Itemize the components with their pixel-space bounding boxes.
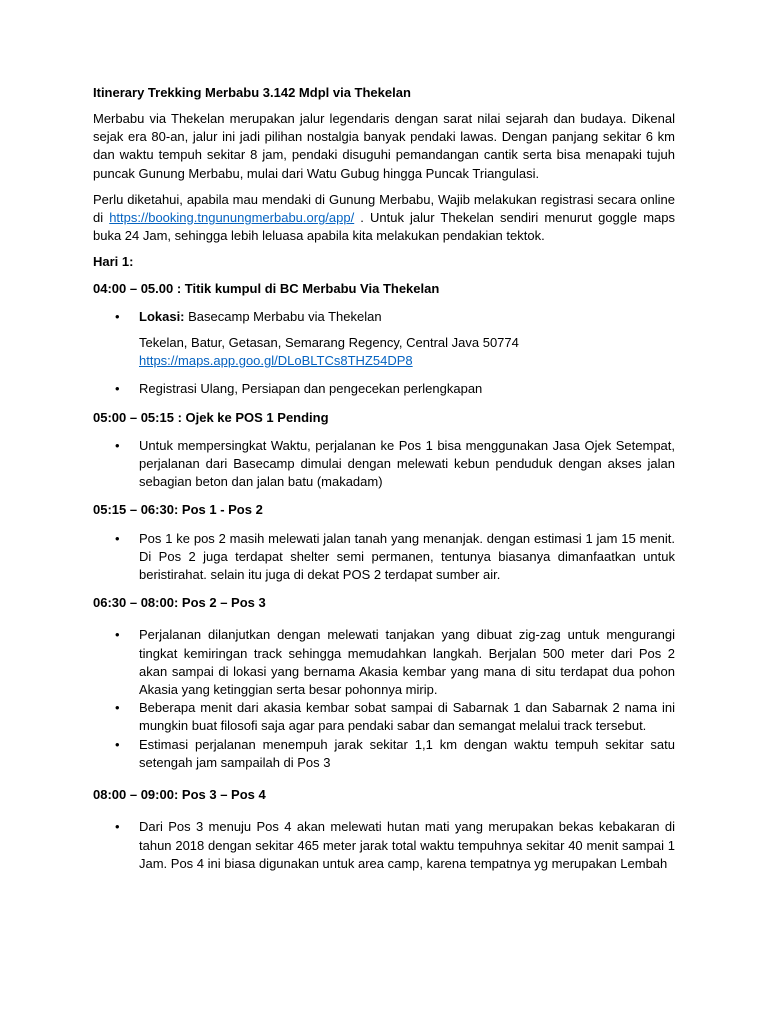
section-1-header: 04:00 – 05.00 : Titik kumpul di BC Merbabu Via Thekelan — [93, 280, 440, 296]
section-4-header: 06:30 – 08:00: Pos 2 – Pos 3 — [93, 595, 266, 611]
list-item: • Pos 1 ke pos 2 masih melewati jalan tanah yang menanjak. dengan estimasi 1 jam 15 menit. Di Pos 2 juga terdapat shelter semi permanen, tentunya biasanya dimanfaatkan untuk beristirahat. selain itu juga di dekat POS 2 terdapat sumber air. — [93, 530, 675, 585]
list-item: • Estimasi perjalanan menempuh jarak sekitar 1,1 km dengan waktu tempuh sekitar satu setengah jam sampailah di Pos 3 — [93, 736, 675, 772]
document-title: Itinerary Trekking Merbabu 3.142 Mdpl via Thekelan — [93, 85, 411, 100]
section-1-list-2 — [93, 380, 675, 398]
intro-paragraph-2 — [93, 191, 675, 246]
section-3-header: 05:15 – 06:30: Pos 1 - Pos 2 — [93, 502, 263, 518]
lokasi-label: Lokasi: — [139, 308, 185, 324]
section-5-list — [93, 818, 675, 873]
intro-paragraph-1: Merbabu via Thekelan merupakan jalur legendaris dengan sarat nilai sejarah dan budaya. Dikenal sejak era 80-an, jalur ini jadi pilihan nostalgia banyak pendaki lawas. Dengan panjang sekitar 6 km dan waktu tempuh sekitar 8 jam, pendaki disuguhi pemandangan cantik serta bisa menapaki tujuh puncak Gunung Merbabu, mulai dari Watu Gubug hingga Puncak Triangulasi. — [93, 111, 675, 181]
list-item — [93, 308, 675, 326]
section-2-header: 05:00 – 05:15 : Ojek ke POS 1 Pending — [93, 409, 329, 425]
address-block — [93, 334, 675, 370]
intro-text-after: . Untuk jalur Thekelan sendiri menurut goggle maps buka 24 Jam, sehingga lebih leluasa apabila kita melakukan pendakian tektok. — [93, 210, 676, 244]
section-2-list — [93, 437, 675, 492]
section-3-list — [93, 530, 675, 585]
lokasi-value: Basecamp Merbabu via Thekelan — [184, 308, 382, 324]
document-page — [93, 84, 675, 883]
booking-link[interactable]: https://booking.tngunungmerbabu.org/app/ — [109, 210, 355, 226]
list-item: • Untuk mempersingkat Waktu, perjalanan ke Pos 1 bisa menggunakan Jasa Ojek Setempat, perjalanan dari Basecamp dimulai dengan melewati kebun penduduk dengan akses jalan sebagian beton dan jalan batu (makadam) — [93, 437, 675, 492]
list-item: • Beberapa menit dari akasia kembar sobat sampai di Sabarnak 1 dan Sabarnak 2 nama ini mungkin buat filosofi saja agar para pendaki sabar dan semangat melalui track tersebut. — [93, 699, 675, 735]
day-header: Hari 1: — [93, 254, 134, 270]
map-link[interactable]: https://maps.app.goo.gl/DLoBLTCs8THZ54DP8 — [139, 353, 413, 369]
intro-text-before: Perlu diketahui, apabila mau mendaki di Gunung Merbabu, Wajib melakukan registrasi secara online di — [93, 191, 675, 226]
address-text: Tekelan, Batur, Getasan, Semarang Regency, Central Java 50774 — [139, 335, 519, 351]
list-item: • Dari Pos 3 menuju Pos 4 akan melewati hutan mati yang merupakan bekas kebakaran di tahun 2018 dengan sekitar 465 meter jarak total waktu tempuhnya sekitar 40 menit sampai 1 Jam. Pos 4 ini biasa digunakan untuk area camp, karena tempatnya yg merupakan Lembah — [93, 818, 675, 873]
list-item: • Registrasi Ulang, Persiapan dan pengecekan perlengkapan — [93, 380, 675, 398]
section-1-list — [93, 308, 675, 326]
section-5-header: 08:00 – 09:00: Pos 3 – Pos 4 — [93, 787, 266, 803]
list-item: • Perjalanan dilanjutkan dengan melewati tanjakan yang dibuat zig-zag untuk mengurangi tingkat kemiringan track sehingga memudahkan langkah. Berjalan 500 meter dari Pos 2 akan sampai di lokasi yang bernama Akasia kembar yang mana di situ terdapat dua pohon Akasia yang ketinggian serta besar pohonnya mirip. — [93, 626, 675, 699]
section-4-list — [93, 626, 675, 772]
